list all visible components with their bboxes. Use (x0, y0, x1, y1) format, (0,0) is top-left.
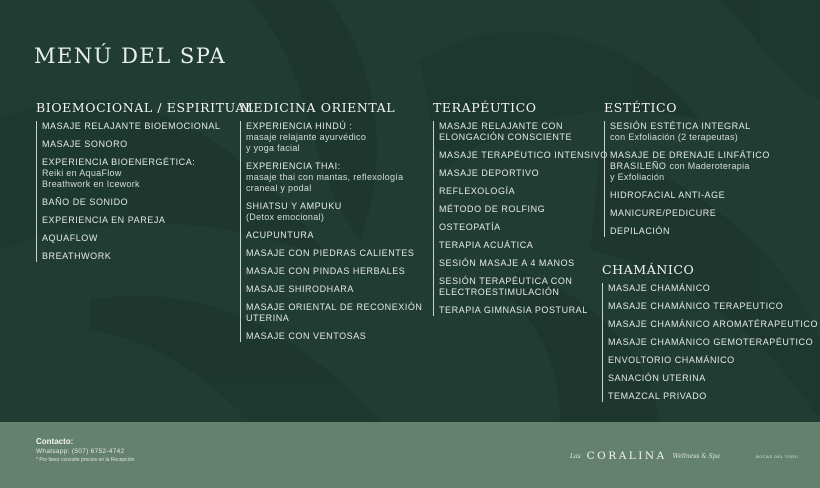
service-list (36, 121, 254, 262)
logo-tagline: BOCAS DEL TORO (756, 453, 799, 459)
price-note: * Por favor consulte precios en la Recepción (36, 457, 135, 463)
category-heading: CHAMÁNICO (602, 262, 695, 277)
service-item: MASAJE RELAJANTE BIOEMOCIONAL (42, 121, 221, 131)
service-item: AQUAFLOW (42, 233, 98, 243)
service-item: EXPERIENCIA EN PAREJA (42, 215, 166, 225)
service-item: MASAJE CHAMÁNICO (608, 283, 711, 293)
service-item: MASAJE ORIENTAL DE RECONEXIÓN UTERINA (246, 302, 423, 323)
service-item: MASAJE SONORO (42, 139, 128, 149)
service-item: SESIÓN TERAPÉUTICA CON ELECTROESTIMULACIÓN (439, 276, 573, 297)
contact-info (36, 437, 134, 463)
logo-prefix: Las (570, 452, 581, 460)
service-item: EXPERIENCIA BIOENERGÉTICA: Reiki en AquaFlow Breathwork en Icework (42, 157, 196, 189)
service-list (602, 283, 818, 402)
service-item: SESIÓN ESTÉTICA INTEGRAL con Exfoliación (2 terapeutas) (610, 121, 751, 142)
service-item: MASAJE TERAPÉUTICO INTENSIVO (439, 150, 608, 160)
service-list (604, 121, 770, 237)
service-item: SESIÓN MASAJE A 4 MANOS (439, 258, 575, 268)
service-item: TERAPIA GIMNASIA POSTURAL (439, 305, 588, 315)
service-item: MASAJE CON PIEDRAS CALIENTES (246, 248, 415, 258)
category-heading: TERAPÉUTICO (433, 100, 537, 115)
service-item: MÉTODO DE ROLFING (439, 204, 546, 214)
service-item: SHIATSU Y AMPUKU (Detox emocional) (246, 201, 342, 222)
logo-script: Wellness & Spa (672, 452, 720, 460)
service-item: MASAJE CON PINDAS HERBALES (246, 266, 406, 276)
service-item: TEMAZCAL PRIVADO (608, 391, 707, 401)
service-list (433, 121, 608, 316)
service-item: MASAJE CHAMÁNICO GEMOTERAPÉUTICO (608, 337, 814, 347)
service-item: SANACIÓN UTERINA (608, 373, 706, 383)
category-bioemocional (36, 100, 254, 269)
logo-brand: CORALINA (586, 450, 667, 462)
contact-label: Contacto: (36, 437, 74, 446)
service-item: BAÑO DE SONIDO (42, 197, 129, 207)
service-item: BREATHWORK (42, 251, 112, 261)
service-item: MASAJE SHIRODHARA (246, 284, 354, 294)
category-heading: BIOEMOCIONAL / ESPIRITUAL (36, 100, 254, 115)
service-item: HIDROFACIAL ANTI-AGE (610, 190, 726, 200)
footer (0, 422, 820, 488)
service-item: MASAJE RELAJANTE CON ELONGACIÓN CONSCIENTE (439, 121, 573, 142)
category-terapeutico (433, 100, 608, 323)
service-item: MASAJE DEPORTIVO (439, 168, 540, 178)
service-item: EXPERIENCIA HINDÚ : masaje relajante ayurvédico y yoga facial (246, 121, 367, 153)
category-heading: ESTÉTICO (604, 100, 678, 115)
service-item: TERAPIA ACUÁTICA (439, 240, 534, 250)
service-item: ACUPUNTURA (246, 230, 315, 240)
phone-number[interactable]: Whatsapp: (507) 6752-4742 (36, 448, 125, 455)
service-item: MASAJE CON VENTOSAS (246, 331, 367, 341)
service-item: MANICURE/PEDICURE (610, 208, 717, 218)
category-estetico (604, 100, 770, 244)
category-medicina-oriental (240, 100, 422, 349)
service-item: REFLEXOLOGÍA (439, 186, 516, 196)
brand-logo (570, 450, 798, 462)
service-item: ENVOLTORIO CHAMÁNICO (608, 355, 735, 365)
page-title: MENÚ DEL SPA (34, 44, 227, 68)
service-item: MASAJE DE DRENAJE LINFÁTICO BRASILEÑO con Maderoterapia y Exfoliación (610, 150, 770, 182)
service-item: EXPERIENCIA THAI: masaje thai con mantas, reflexología craneal y podal (246, 161, 404, 193)
service-item: MASAJE CHAMÁNICO AROMATÉRAPEUTICO (608, 319, 819, 329)
service-list (240, 121, 422, 342)
service-item: OSTEOPATÍA (439, 222, 501, 232)
category-heading: MEDICINA ORIENTAL (240, 100, 396, 115)
category-chamanico (602, 262, 818, 409)
service-item: DEPILACIÓN (610, 226, 671, 236)
service-item: MASAJE CHAMÁNICO TERAPEUTICO (608, 301, 784, 311)
